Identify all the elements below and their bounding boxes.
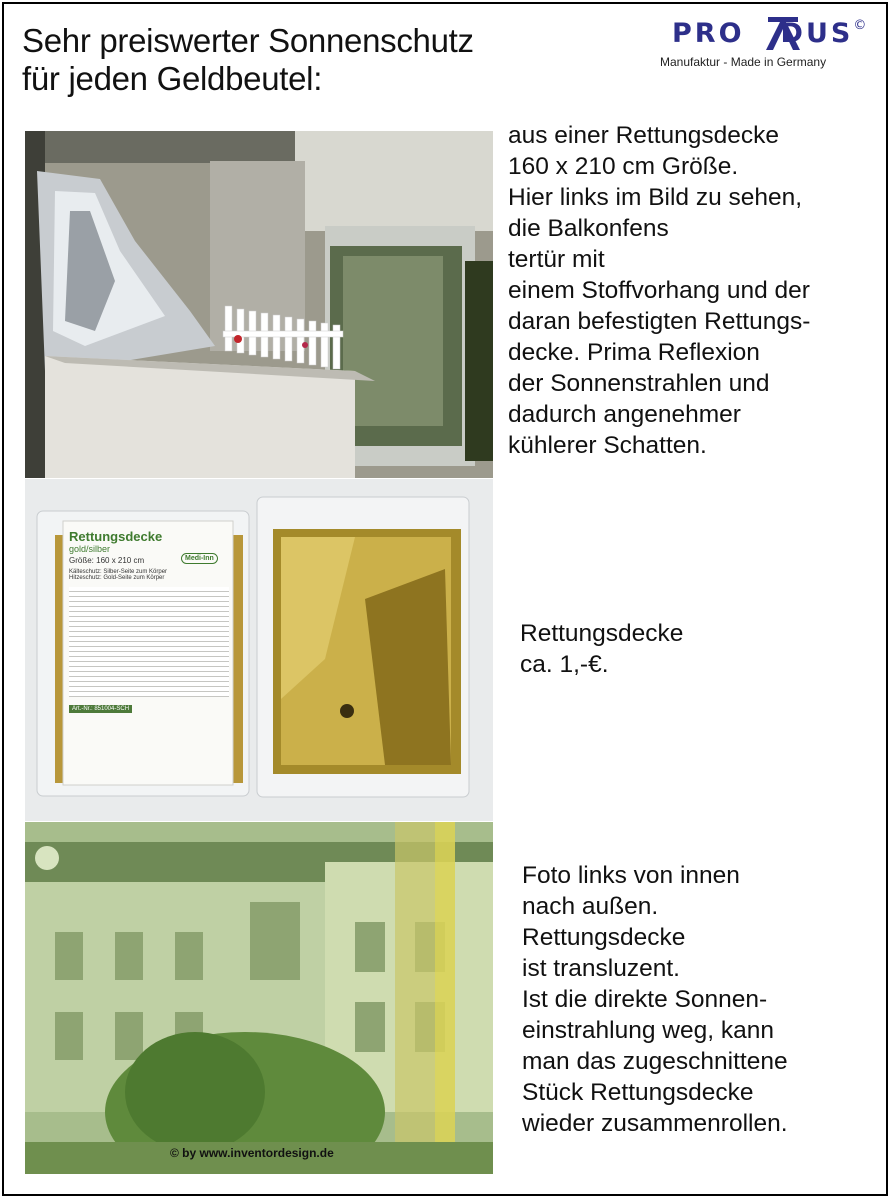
package-title: Rettungsdecke: [69, 529, 163, 544]
balcony-description: [508, 120, 810, 461]
logo-tagline: Manufaktur - Made in Germany: [660, 55, 827, 69]
text-line: man das zugeschnittene: [522, 1048, 788, 1075]
text-line: der Sonnenstrahlen und: [508, 370, 770, 397]
text-line: 160 x 210 cm Größe.: [508, 153, 739, 180]
package-line-a: Kälteschutz: Silber-Seite zum Körper: [69, 569, 168, 575]
text-line: wieder zusammenrollen.: [522, 1110, 788, 1137]
package-fineprint: [69, 587, 229, 697]
translucent-view-photo: [25, 822, 493, 1174]
logo-trademark: ©: [853, 18, 867, 33]
text-line: ist transluzent.: [522, 955, 680, 982]
copyright-notice: © by www.inventordesign.de: [170, 1146, 334, 1160]
text-line: einstrahlung weg, kann: [522, 1017, 774, 1044]
text-line: nach außen.: [522, 893, 659, 920]
package-brand: Medi-Inn: [181, 553, 218, 564]
text-line: Ist die direkte Sonnen-: [522, 986, 768, 1013]
package-size: Größe: 160 x 210 cm: [69, 556, 145, 565]
headline-line: für jeden Geldbeutel:: [22, 60, 323, 97]
text-line: decke. Prima Reflexion: [508, 339, 760, 366]
text-line: Foto links von innen: [522, 862, 740, 889]
balcony-photo: [25, 131, 493, 478]
text-line: Stück Rettungsdecke: [522, 1079, 754, 1106]
text-line: die Balkonfens: [508, 215, 669, 242]
text-line: kühlerer Schatten.: [508, 432, 707, 459]
text-line: Rettungsdecke: [522, 924, 686, 951]
logo-pro: PRO: [672, 18, 745, 49]
price-description: [520, 618, 683, 680]
logo-dus: DUS: [780, 18, 854, 49]
headline-line: Sehr preiswerter Sonnenschutz: [22, 22, 474, 59]
text-line: aus einer Rettungsdecke: [508, 122, 780, 149]
package-subtitle: gold/silber: [69, 544, 111, 554]
logo-wordmark: [672, 18, 866, 49]
text-line: einem Stoffvorhang und der: [508, 277, 810, 304]
text-line: tertür mit: [508, 246, 605, 273]
package-article: Art.-Nr.: 851004-SCH: [69, 705, 132, 713]
text-line: daran befestigten Rettungs-: [508, 308, 811, 335]
produs-logo: [660, 12, 882, 72]
text-line: ca. 1,-€.: [520, 651, 609, 678]
text-line: dadurch angenehmer: [508, 401, 741, 428]
packages-photo: [25, 479, 493, 821]
text-line: Hier links im Bild zu sehen,: [508, 184, 803, 211]
headline: [22, 22, 474, 98]
text-line: Rettungsdecke: [520, 620, 684, 647]
translucency-description: [522, 860, 788, 1139]
package-label: [69, 529, 229, 715]
package-line-b: Hitzeschutz: Gold-Seite zum Körper: [69, 575, 165, 581]
